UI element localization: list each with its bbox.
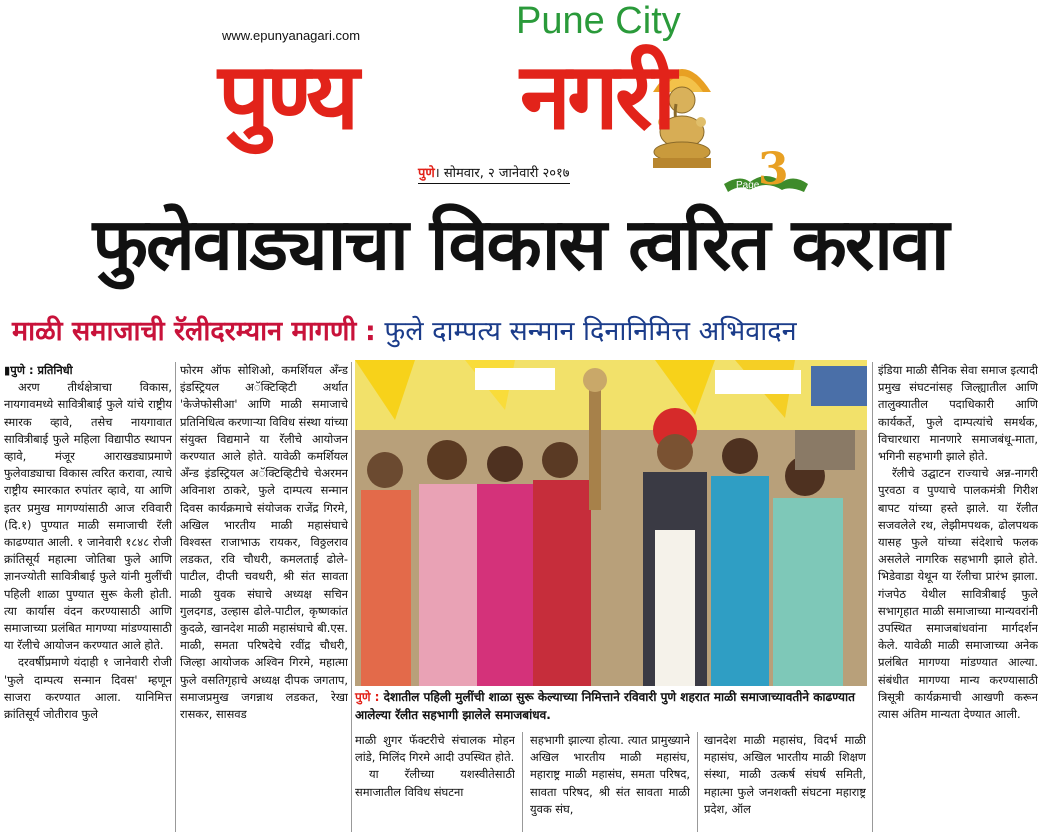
byline-marker: ▮	[4, 363, 11, 377]
column-divider	[522, 732, 523, 832]
article-column-4	[530, 732, 690, 836]
subhead-separator: :	[365, 316, 376, 347]
page-number-badge	[720, 144, 812, 196]
column-divider	[697, 732, 698, 832]
city-edition-label: Pune City	[516, 0, 681, 42]
col6-paragraph-2: रॅलीचे उद्घाटन राज्याचे अन्न-नागरी पुरवठा व पुण्याचे पालकमंत्री गिरीश बापट यांच्या हस्ते झाले. या रॅलीत सजवलेले रथ, लेझीमपथक, ढोलपथक यासह फुले यांच्या संदेशाचे फलक असलेले नागरिक सहभागी झाले होते. भिडेवाडा येथून या रॅलीचा प्रारंभ झाला. गंजपेठ येथील सावित्रीबाई फुले सभागृहात माळी समाजाच्या मान्यवरांनी उपस्थित समाजबांधवांना मार्गदर्शन केले. यावेळी माळी समाजाच्या अनेक प्रलंबित मागण्या मांडण्यात आल्या. संबंधीत मागण्या मान्य करण्यासाठी त्रिसूत्री कार्यक्रमाची आखणी करून त्यास अंतिम मान्यता देण्यात आली.	[878, 466, 1038, 722]
dateline-date: सोमवार, २ जानेवारी २०१७	[443, 166, 570, 181]
article-column-5	[704, 732, 866, 836]
dateline-city: पुणे	[418, 166, 435, 181]
caption-text: देशातील पहिली मुलींची शाळा सुरू केल्याच्या निमित्ताने रविवारी पुणे शहरात माळी समाजाच्यावतीने काढण्यात आलेल्या रॅलीत सहभागी झालेले समाजबांधव.	[355, 690, 855, 722]
photo-caption	[355, 688, 867, 728]
column-divider	[175, 362, 176, 832]
article-column-3	[355, 732, 515, 836]
column-divider	[351, 362, 352, 832]
masthead-logo	[218, 38, 778, 156]
caption-tag: पुणे :	[355, 690, 380, 704]
col3-paragraph-2: या रॅलीच्या यशस्वीतेसाठी समाजातील विविध संघटना	[355, 767, 515, 799]
col4-paragraph-1: सहभागी झाल्या होत्या. त्यात प्रामुख्याने अखिल भारतीय माळी महासंघ, महाराष्ट्र माळी महासंघ, समता परिषद, सावता परिषद, श्री संत सावता माळी युवक संघ,	[530, 733, 690, 816]
column-divider	[872, 362, 873, 832]
col6-paragraph-1: इंडिया माळी सैनिक सेवा समाज इत्यादी प्रमुख संघटनांसह जिल्ह्यातील आणि तालुक्यातील पदाधिकारी आणि कार्यकर्ते, फुले दाम्पत्यांचे समर्थक, विचारधारा मानणारे समाजबंधू-माता, भगिनी सहभागी झाले होते.	[878, 363, 1038, 464]
col2-paragraph-1: फोरम ऑफ सोशिओ, कमर्शियल अँन्ड इंडस्ट्रियल अॅक्टिव्हिटी अर्थात 'केजेफोसीआ' आणि माळी समाजाचे प्रतिनिधित्व करणाऱ्या विविध संस्था यांच्या संयुक्त विद्यमाने या रॅलीचे आयोजन करण्यात आले होते. यावेळी कमर्शियल अँन्ड इंडस्ट्रियल अॅक्टिव्हिटीचे चेअरमन अविनाश ठाकरे, फुले दाम्पत्य सन्मान दिवस कार्यक्रमाचे संयोजक राजेंद्र गिरमे, अखिल भारतीय माळी महासंघाचे विश्वस्त राजाभाऊ रायकर, विठ्ठलराव लडकत, रवि चौधरी, कमलताई ढोले- पाटील, दीप्ती चवधरी, श्री संत सावता माळी युवक संघाचे अध्यक्ष सचिन गुलदगड, उल्हास ढोले-पाटील, कृष्णकांत कुदळे, खानदेश माळी महासंघाचे बी.एस. माळी, समता परिषदेचे रवींद्र चौधरी, जिल्हा आयोजक अश्विन गिरमे, महात्मा फुले वसतिगृहाचे अध्यक्ष दीपक जगताप, समाजप्रमुख जगन्नाथ लडकत, रेखा रासकर, सासवड	[180, 363, 348, 722]
byline	[4, 362, 172, 379]
site-url[interactable]: www.epunyanagari.com	[222, 28, 361, 43]
subheadline	[12, 314, 1032, 350]
col1-paragraph-2: दरवर्षीप्रमाणे यंदाही १ जानेवारी रोजी 'फुले दाम्पत्य सन्मान दिवस' म्हणून साजरा करण्यात आला. यानिमित्त क्रांतिसूर्य जोतीराव फुले	[4, 655, 172, 722]
article-column-6	[878, 362, 1038, 834]
page-number: 3	[758, 144, 789, 195]
col3-paragraph-1: माळी शुगर फॅक्टरीचे संचालक मोहन लांडे, मिलिंद गिरमे आदी उपस्थित होते.	[355, 733, 515, 765]
dateline	[418, 163, 570, 184]
rally-photo	[355, 360, 867, 686]
subhead-part1: माळी समाजाची रॅलीदरम्यान मागणी	[12, 316, 357, 347]
page-label: Page	[736, 180, 760, 191]
article-column-1	[4, 362, 172, 834]
masthead-title-right: नगरी	[520, 43, 673, 150]
byline-text: पुणे : प्रतिनिधी	[10, 363, 73, 377]
main-headline: फुलेवाड्याचा विकास त्वरित करावा	[92, 202, 948, 286]
col1-paragraph-1: अरण तीर्थक्षेत्राचा विकास, नायगावमध्ये सावित्रीबाई फुले यांचे राष्ट्रीय स्मारक व्हावे, तसेच नायगावात सावित्रीबाई फुले महिला विद्यापीठ स्थापन व्हावे, मंजूर आराखड्याप्रमाणे फुलेवाड्याचा विकास त्वरित करावा, त्याचे राष्ट्रीय स्मारकात रुपांतर व्हावे, या आणि इतर प्रमुख मागण्यांसाठी आज रविवारी (दि.१) पुण्यात माळी समाजाची रॅली काढण्यात आली. १ जानेवारी १८४८ रोजी क्रांतिसूर्य महात्मा जोतिबा फुले आणि ज्ञानज्योती सावित्रीबाई फुले यांनी मुलींची पहिली शाळा पुण्यात सुरू केली होती. त्या कार्यास वंदन करण्यासाठी आणि समाजाच्या प्रलंबित मागण्या मांडण्यासाठी या रॅलीचे आयोजन करण्यात आले होते.	[4, 380, 172, 653]
dateline-separator: ।	[434, 166, 444, 181]
subhead-part2: फुले दाम्पत्य सन्मान दिनानिमित्त अभिवादन	[384, 316, 797, 347]
masthead-title-left: पुण्य	[218, 43, 356, 150]
rally-photo-image	[355, 360, 867, 686]
article-column-2	[180, 362, 348, 834]
col5-paragraph-1: खानदेश माळी महासंघ, विदर्भ माळी महासंघ, अखिल भारतीय माळी शिक्षण संस्था, माळी उत्कर्ष संघर्ष समिती, महात्मा फुले जनशक्ती संघटना महाराष्ट्र प्रदेश, ऑल	[704, 733, 866, 816]
